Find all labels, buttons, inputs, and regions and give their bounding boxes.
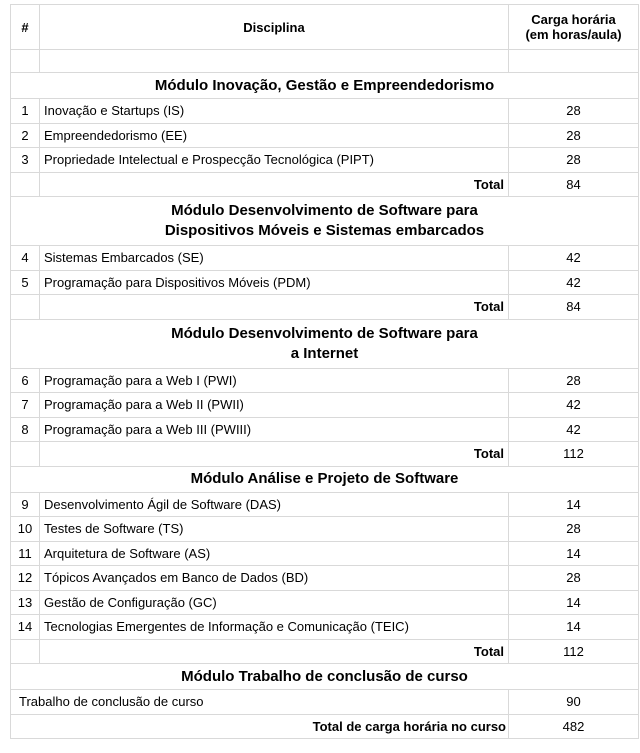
- table-row: [11, 566, 639, 591]
- header-num: #: [11, 5, 40, 50]
- row-discipline: Programação para a Web II (PWII): [40, 393, 509, 418]
- row-number: 11: [11, 541, 40, 566]
- module-title-line: Módulo Inovação, Gestão e Empreendedorismo: [154, 76, 495, 94]
- row-discipline: Desenvolvimento Ágil de Software (DAS): [40, 492, 509, 517]
- row-hours: 28: [509, 566, 639, 591]
- row-hours: 42: [509, 417, 639, 442]
- row-number: 13: [11, 590, 40, 615]
- modules-body: [11, 73, 639, 664]
- total-spacer-cell: [11, 639, 40, 664]
- row-number: 10: [11, 517, 40, 542]
- module-total-value: 112: [509, 639, 639, 664]
- module-title: [11, 197, 639, 246]
- total-spacer-cell: [11, 172, 40, 197]
- tcc-row: [11, 690, 639, 715]
- module-header-row: [11, 73, 639, 99]
- table-row: [11, 246, 639, 271]
- table-row: [11, 393, 639, 418]
- table-row: [11, 417, 639, 442]
- curriculum-table: [10, 4, 639, 739]
- total-spacer-cell: [11, 442, 40, 467]
- row-discipline: Programação para a Web III (PWIII): [40, 417, 509, 442]
- module-total-row: [11, 639, 639, 664]
- blank-cell: [11, 50, 40, 73]
- header-row: [11, 5, 639, 50]
- final-total-value: 482: [509, 714, 639, 739]
- row-number: 8: [11, 417, 40, 442]
- module-total-row: [11, 172, 639, 197]
- table-row: [11, 123, 639, 148]
- blank-cell: [40, 50, 509, 73]
- row-number: 4: [11, 246, 40, 271]
- row-number: 7: [11, 393, 40, 418]
- module-title-line: Dispositivos Móveis e Sistemas embarcados: [164, 222, 485, 239]
- final-total-label: Total de carga horária no curso: [11, 714, 509, 739]
- module-total-value: 112: [509, 442, 639, 467]
- row-hours: 28: [509, 368, 639, 393]
- table-row: [11, 148, 639, 173]
- module-title-line: Módulo Análise e Projeto de Software: [190, 470, 459, 487]
- row-discipline: Arquitetura de Software (AS): [40, 541, 509, 566]
- module-header-row: [11, 466, 639, 492]
- tcc-name: Trabalho de conclusão de curso: [11, 690, 509, 715]
- row-hours: 42: [509, 393, 639, 418]
- module-total-label: Total: [40, 442, 509, 467]
- row-number: 3: [11, 148, 40, 173]
- row-hours: 28: [509, 517, 639, 542]
- table-row: [11, 368, 639, 393]
- row-hours: 14: [509, 541, 639, 566]
- row-discipline: Empreendedorismo (EE): [40, 123, 509, 148]
- row-hours: 28: [509, 99, 639, 124]
- tcc-module-row: [11, 664, 639, 690]
- tcc-hours: 90: [509, 690, 639, 715]
- module-header-row: [11, 197, 639, 246]
- module-title: [11, 466, 639, 492]
- row-hours: 28: [509, 123, 639, 148]
- row-number: 9: [11, 492, 40, 517]
- header-carga: [509, 5, 639, 50]
- module-total-label: Total: [40, 172, 509, 197]
- row-discipline: Programação para Dispositivos Móveis (PDM): [40, 270, 509, 295]
- module-title-line: Módulo Desenvolvimento de Software para: [171, 202, 478, 219]
- row-number: 5: [11, 270, 40, 295]
- row-number: 6: [11, 368, 40, 393]
- row-hours: 14: [509, 492, 639, 517]
- row-hours: 42: [509, 246, 639, 271]
- blank-cell: [509, 50, 639, 73]
- module-header-row: [11, 319, 639, 368]
- header-carga-line1: Carga horária: [531, 12, 616, 27]
- row-discipline: Programação para a Web I (PWI): [40, 368, 509, 393]
- module-total-row: [11, 442, 639, 467]
- header-disciplina: Disciplina: [40, 5, 509, 50]
- row-hours: 42: [509, 270, 639, 295]
- table-row: [11, 517, 639, 542]
- row-discipline: Testes de Software (TS): [40, 517, 509, 542]
- module-total-value: 84: [509, 172, 639, 197]
- module-total-label: Total: [40, 639, 509, 664]
- row-hours: 14: [509, 590, 639, 615]
- row-hours: 14: [509, 615, 639, 640]
- row-number: 1: [11, 99, 40, 124]
- row-number: 14: [11, 615, 40, 640]
- row-discipline: Tópicos Avançados em Banco de Dados (BD): [40, 566, 509, 591]
- row-discipline: Propriedade Intelectual e Prospecção Tecnológica (PIPT): [40, 148, 509, 173]
- row-discipline: Gestão de Configuração (GC): [40, 590, 509, 615]
- table-row: [11, 590, 639, 615]
- total-spacer-cell: [11, 295, 40, 320]
- table-row: [11, 492, 639, 517]
- row-number: 12: [11, 566, 40, 591]
- module-total-row: [11, 295, 639, 320]
- row-discipline: Tecnologias Emergentes de Informação e Comunicação (TEIC): [40, 615, 509, 640]
- row-discipline: Inovação e Startups (IS): [40, 99, 509, 124]
- final-total-row: [11, 714, 639, 739]
- table-row: [11, 541, 639, 566]
- module-title: [11, 73, 639, 99]
- row-discipline: Sistemas Embarcados (SE): [40, 246, 509, 271]
- module-title: [11, 319, 639, 368]
- header-carga-line2: (em horas/aula): [525, 27, 622, 42]
- row-hours: 28: [509, 148, 639, 173]
- module-title-line: Módulo Desenvolvimento de Software para: [171, 324, 478, 342]
- module-total-label: Total: [40, 295, 509, 320]
- module-total-value: 84: [509, 295, 639, 320]
- module-title-line: a Internet: [290, 344, 359, 362]
- table-row: [11, 270, 639, 295]
- table-row: [11, 615, 639, 640]
- blank-row: [11, 50, 639, 73]
- table-row: [11, 99, 639, 124]
- tcc-module-title: Módulo Trabalho de conclusão de curso: [11, 664, 639, 690]
- row-number: 2: [11, 123, 40, 148]
